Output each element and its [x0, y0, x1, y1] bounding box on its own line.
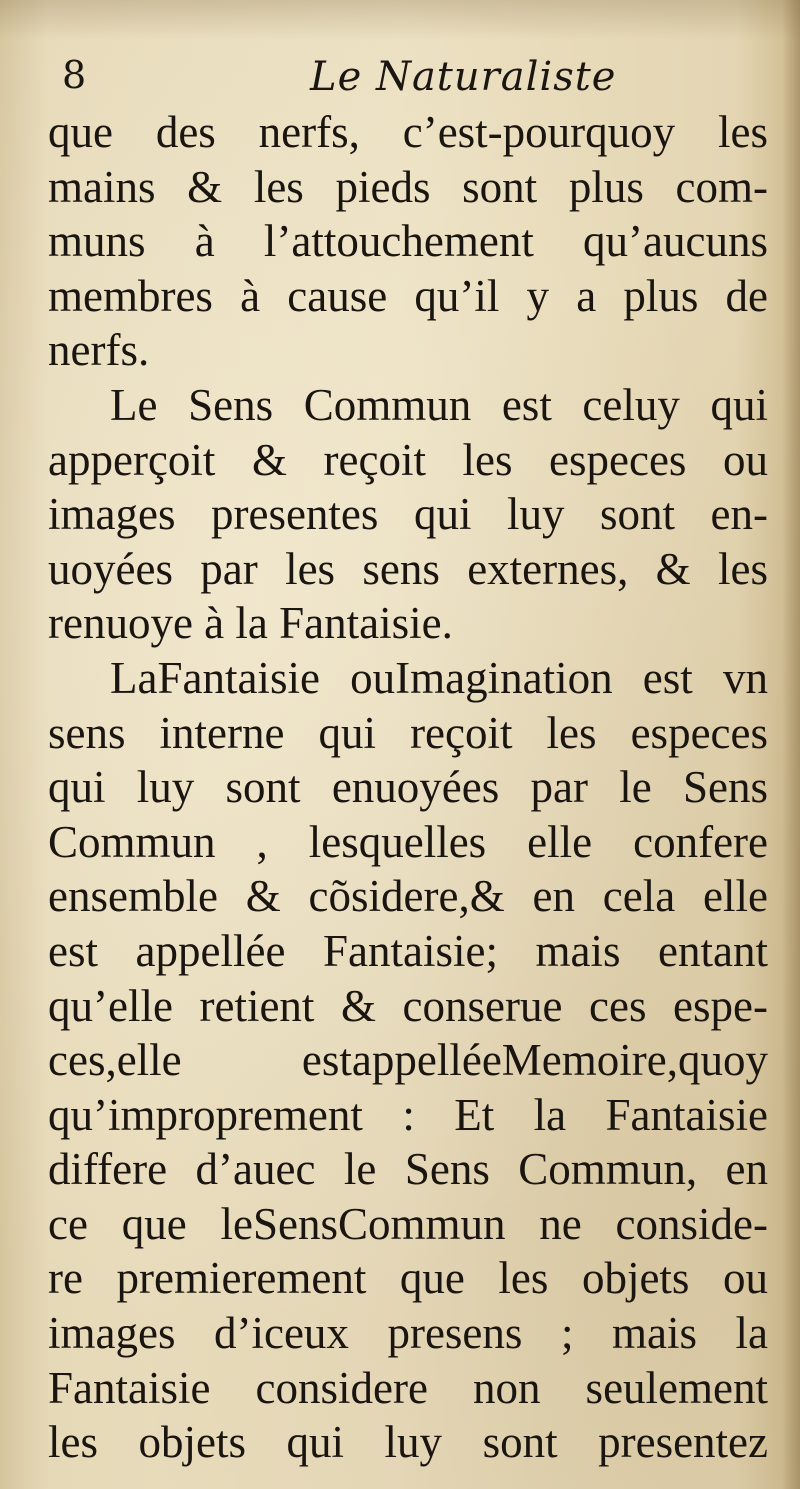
page-header	[60, 52, 760, 104]
body-text	[48, 105, 768, 1470]
text-line: est appellée Fantaisie; mais entant	[48, 925, 768, 976]
text-line: nerfs.	[48, 325, 150, 376]
text-line: muns à l’attouchement qu’aucuns	[48, 216, 768, 267]
text-line: sens interne qui reçoit les especes	[48, 707, 768, 758]
text-line: re premierement que les objets ou	[48, 1253, 768, 1304]
text-line: ce que leSensCommun ne conside-	[48, 1198, 768, 1249]
text-line: LaFantaisie ouImagination est vn	[110, 652, 768, 703]
text-line: Fantaisie considere non seulement	[48, 1362, 768, 1413]
text-line: apperçoit & reçoit les especes ou	[48, 434, 768, 485]
text-line: Le Sens Commun est celuy qui	[110, 379, 768, 430]
text-line: differe d’auec le Sens Commun, en	[48, 1144, 768, 1195]
text-line: membres à cause qu’il y a plus de	[48, 270, 768, 321]
text-line: qui luy sont enuoyées par le Sens	[48, 762, 768, 813]
text-line: que des nerfs, c’est-pourquoy les	[48, 107, 768, 157]
text-line: images d’iceux presens ; mais la	[48, 1308, 768, 1359]
text-line: renuoye à la Fantaisie.	[48, 598, 453, 649]
text-line: images presentes qui luy sont en-	[48, 489, 768, 540]
text-line: les objets qui luy sont presentez	[48, 1417, 768, 1468]
text-line: Commun , lesquelles elle confere	[48, 816, 768, 867]
text-line: qu’elle retient & conserue ces espe-	[48, 980, 768, 1031]
running-title: Le Naturaliste	[310, 54, 617, 100]
text-line: ces,elle estappelléeMemoire,quoy	[48, 1035, 768, 1086]
text-line: mains & les pieds sont plus com-	[48, 161, 768, 212]
text-line: qu’improprement : Et la Fantaisie	[48, 1089, 768, 1140]
page-number: 8	[62, 53, 87, 97]
text-line: uoyées par les sens externes, & les	[48, 543, 768, 594]
text-line: ensemble & cõsidere,& en cela elle	[48, 871, 768, 922]
